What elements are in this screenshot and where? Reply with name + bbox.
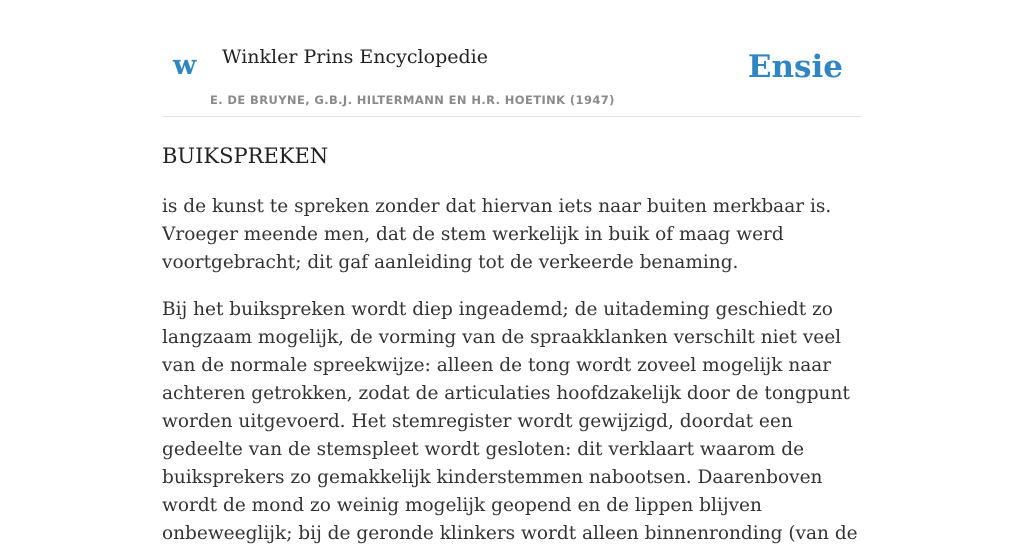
page-container xyxy=(162,0,862,548)
site-title[interactable]: Winkler Prins Encyclopedie xyxy=(222,46,488,68)
article-paragraph: is de kunst te spreken zonder dat hiervan iets naar buiten merkbaar is. Vroeger meende men, dat de stem werkelijk in buik of maag werd voortgebracht; dit gaf aanleiding tot de verkeerde benaming. xyxy=(162,196,832,273)
article xyxy=(162,142,862,548)
article-paragraph: Bij het buikspreken wordt diep ingeademd; de uitademing geschiedt zo langzaam mogelijk, de vorming van de spraakklanken verschilt niet veel van de normale spreekwijze: alleen de tong wordt zoveel mogelijk naar achteren getrokken, zodat de articulaties hoofdzakelijk door de tongpunt worden uitgevoerd. Het stemregister wordt gewijzigd, doordat een gedeelte van de stemspleet wordt gesloten: dit verklaart waarom de buiksprekers zo gemakkelijk kinderstemmen nabootsen. Daarenboven wordt de mond zo weinig mogelijk geopend en de lippen blijven onbeweeglijk; bij de geronde klinkers wordt alleen binnenronding (van de xyxy=(162,299,858,544)
article-title: BUIKSPREKEN xyxy=(162,144,329,168)
authors-line: E. DE BRUYNE, G.B.J. HILTERMANN EN H.R. HOETINK (1947) xyxy=(210,93,615,107)
site-header xyxy=(162,0,862,117)
winkler-prins-logo[interactable]: w xyxy=(173,50,197,81)
ensie-logo[interactable]: Ensie xyxy=(747,49,843,85)
